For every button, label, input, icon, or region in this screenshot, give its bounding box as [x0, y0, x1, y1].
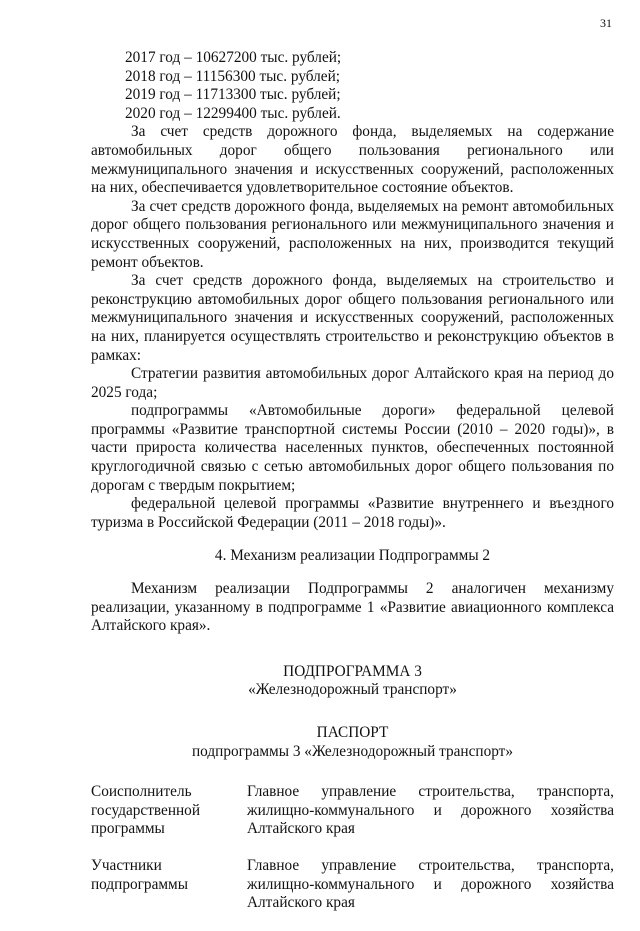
- funding-year-2019: 2019 год – 11713300 тыс. рублей;: [125, 86, 341, 104]
- passport-subtitle: подпрограммы 3 «Железнодорожный транспорт»: [191, 742, 513, 760]
- passport-row: [91, 783, 614, 839]
- paragraph-construction: За счет средств дорожного фонда, выделяемых на строительство и реконструкцию автомобильных дорог общего пользования регионального или межмуниципального значения и искусственных сооружений, расположенных на них, планируется осуществлять строительство и реконструкцию объектов в рамках:: [91, 272, 614, 364]
- passport-row: [91, 857, 614, 913]
- passport-table: [91, 783, 614, 913]
- passport-value: Главное управление строительства, транспорта, жилищно-коммунального и дорожного хозяйства Алтайского края: [247, 783, 614, 838]
- paragraph-tourism: федеральной целевой программы «Развитие внутреннего и въездного туризма в Российской Федерации (2011 – 2018 годы)».: [91, 495, 614, 531]
- document-body: [91, 49, 614, 931]
- passport-title: ПАСПОРТ: [316, 724, 389, 741]
- passport-value: Главное управление строительства, транспорта, жилищно-коммунального и дорожного хозяйства Алтайского края: [247, 856, 614, 912]
- paragraph-repair: За счет средств дорожного фонда, выделяемых на ремонт автомобильных дорог общего пользования регионального или межмуниципального значения и искусственных сооружений, расположенных на них, производится текущий ремонт объектов.: [91, 197, 614, 271]
- funding-year-2020: 2020 год – 12299400 тыс. рублей.: [125, 104, 341, 122]
- funding-year-2018: 2018 год – 11156300 тыс. рублей;: [125, 67, 341, 85]
- funding-years-list: [91, 49, 614, 123]
- paragraph-maintenance: За счет средств дорожного фонда, выделяемых на содержание автомобильных дорог общего пользования регионального или межмуниципального значения и искусственных сооружений, расположенных на них, обеспечивается удовлетворительное состояние объектов.: [91, 123, 614, 197]
- page-number: 31: [600, 16, 612, 30]
- subprogram-title: ПОДПРОГРАММА 3: [283, 662, 422, 680]
- passport-label: Соисполнитель государственной программы: [91, 783, 201, 838]
- section-4-heading: 4. Механизм реализации Подпрограммы 2: [214, 547, 491, 565]
- passport-label: Участники подпрограммы: [91, 856, 189, 893]
- paragraph-subprogram-roads: подпрограммы «Автомобильные дороги» федеральной целевой программы «Развитие транспортной системы России (2010 – 2020 годы)», в части прироста количества населенных пунктов, обеспеченных постоянной круглогодичной связью с сетью автомобильных дорог общего пользования по дорогам с твердым покрытием;: [91, 402, 614, 494]
- subprogram-name: «Железнодорожный транспорт»: [248, 681, 457, 699]
- section-4-text: Механизм реализации Подпрограммы 2 аналогичен механизму реализации, указанному в подпрограмме 1 «Развитие авиационного комплекса Алтайского края».: [91, 580, 614, 635]
- funding-year-2017: 2017 год – 10627200 тыс. рублей;: [125, 49, 342, 66]
- paragraph-strategy: Стратегии развития автомобильных дорог Алтайского края на период до 2025 года;: [91, 365, 614, 401]
